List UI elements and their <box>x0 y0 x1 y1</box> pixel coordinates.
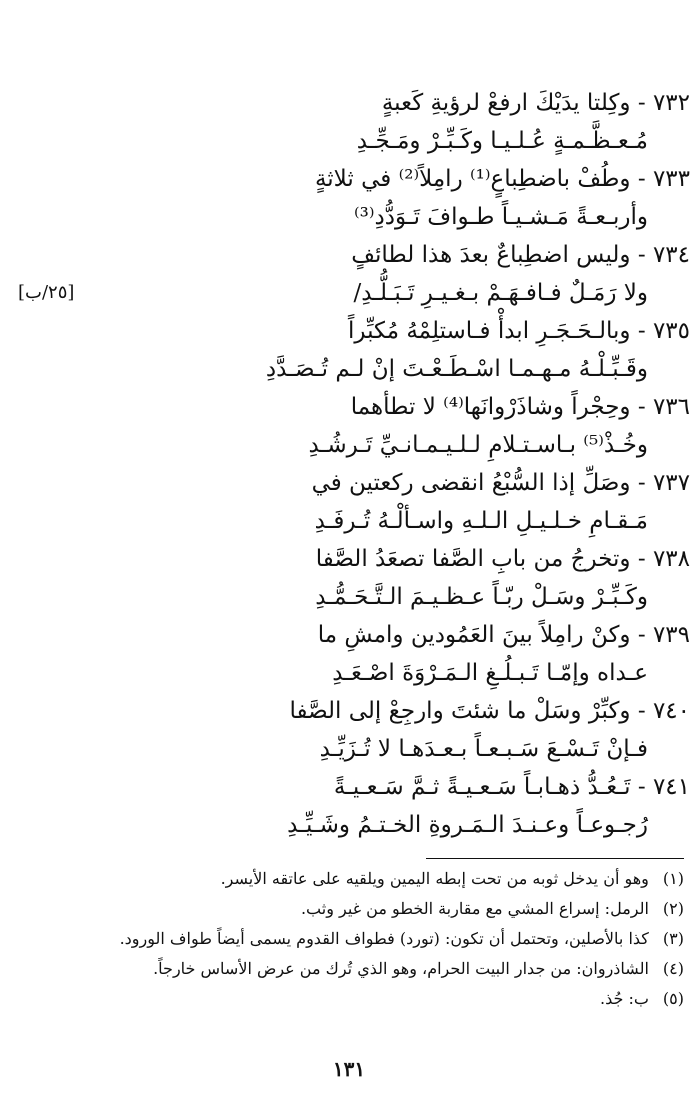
verse-line: ٧٣٩ - وكنْ رامِلاً بينَ العَمُودين وامشِ ما <box>317 622 690 648</box>
verse-line: ٧٣٧ - وصَلِّ إذا السُّبْعُ انقضى ركعتين في <box>311 470 690 496</box>
verse-line: ولا رَمَـلٌ فـافـهَـمْ بـغـيـرِ تَـبَـلُّـدِ/ <box>353 280 648 306</box>
poem-verses <box>60 82 690 842</box>
footnote <box>44 986 684 1012</box>
footnote-number: (٢) <box>662 899 684 918</box>
verse-line: عـداه وإمّـا تَـبـلُـغِ الـمَـرْوَةَ اصْـعَـدِ <box>332 660 648 686</box>
footnote <box>44 866 684 892</box>
footnote <box>44 926 684 952</box>
verse-line: ٧٤١ - تَـعُـدُّ ذهـابـاً سَـعـيـةً ثـمَّ سَـعـيـةً <box>333 774 690 800</box>
footnote-number: (٣) <box>662 929 684 948</box>
footnote <box>44 956 684 982</box>
verse-line: ٧٣٥ - وبالـحَـجَـرِ ابدأْ فـاستلِمْهُ مُكبِّراً <box>347 318 690 344</box>
footnote-text: الشاذروان: من جدار البيت الحرام، وهو الذي تُرك من عرض الأساس خارجاً. <box>153 959 649 978</box>
footnote-text: ب: جُذ. <box>599 989 649 1008</box>
folio-marker: [٢٥/ب] <box>18 282 75 303</box>
page-number: ١٣١ <box>332 1057 366 1081</box>
footnote-number: (٤) <box>662 959 684 978</box>
footnote-divider <box>426 858 684 859</box>
verse-line: وخُـذْ⁽⁵⁾ بـاسـتـلامِ لـلـيـمـانـيِّ تَـرشُـدِ <box>308 432 648 458</box>
footnote <box>44 896 684 922</box>
verse-line: رُجـوعـاً وعـنـدَ الـمَـروةِ الخـتـمُ وشَـيِّـدِ <box>287 812 648 838</box>
verse-line: ٧٤٠ - وكبِّرْ وسَلْ ما شئتَ وارجِعْ إلى الصَّفا <box>289 698 690 724</box>
footnote-text: الرمل: إسراع المشي مع مقاربة الخطو من غير وثب. <box>300 899 649 918</box>
footnote-number: (١) <box>662 869 684 888</box>
verse-line: ٧٣٦ - وحِجْراً وشاذَرْوانَها⁽⁴⁾ لا تطأهما <box>350 394 690 420</box>
verse-line: وأربـعـةً مَـشـيـاً طـوافَ تَـوَدُّدِ⁽³⁾ <box>353 204 648 230</box>
verse-line: فـإنْ تَـسْـعَ سَـبـعـاً بـعـدَهـا لا تُـزَيِّـدِ <box>319 736 648 762</box>
verse-line: وكَـبِّـرْ وسَـلْ ربّـاً عـظـيـمَ الـتَّـحَـمُّـدِ <box>315 584 648 610</box>
footnote-text: كذا بالأصلين، وتحتمل أن تكون: (تورد) فطواف القدوم يسمى أيضاً طواف الورود. <box>119 929 649 948</box>
verse-line: ٧٣٤ - وليس اضطِباعٌ بعدَ هذا لطائفٍ <box>351 242 690 268</box>
verse-line: وقَـبِّـلْـهُ مـهـمـا اسْـطَـعْـتَ إنْ لـم تُـصَـدَّدِ <box>265 356 648 382</box>
verse-line: ٧٣٣ - وطُفْ باضطِباعٍ⁽¹⁾ رامِلاً⁽²⁾ في ثلاثةٍ <box>314 166 690 192</box>
verse-line: ٧٣٢ - وكِلتا يدَيْكَ ارفعْ لرؤيةِ كَعبةٍ <box>381 90 690 116</box>
verse-line: مَـقـامِ خـلـيـلِ الـلـهِ واسـألْـهُ تُـرفَـدِ <box>314 508 648 534</box>
footnote-number: (٥) <box>662 989 684 1008</box>
verse-line: ٧٣٨ - وتخرجُ من بابِ الصَّفا تصعَدُ الصَّفا <box>315 546 690 572</box>
footnote-text: وهو أن يدخل ثوبه من تحت إبطه اليمين ويلقيه على عاتقه الأيسر. <box>220 869 649 888</box>
verse-line: مُـعـظَّـمـةٍ عُـلـيـا وكَـبِّـرْ ومَـجِّـدِ <box>356 128 648 154</box>
